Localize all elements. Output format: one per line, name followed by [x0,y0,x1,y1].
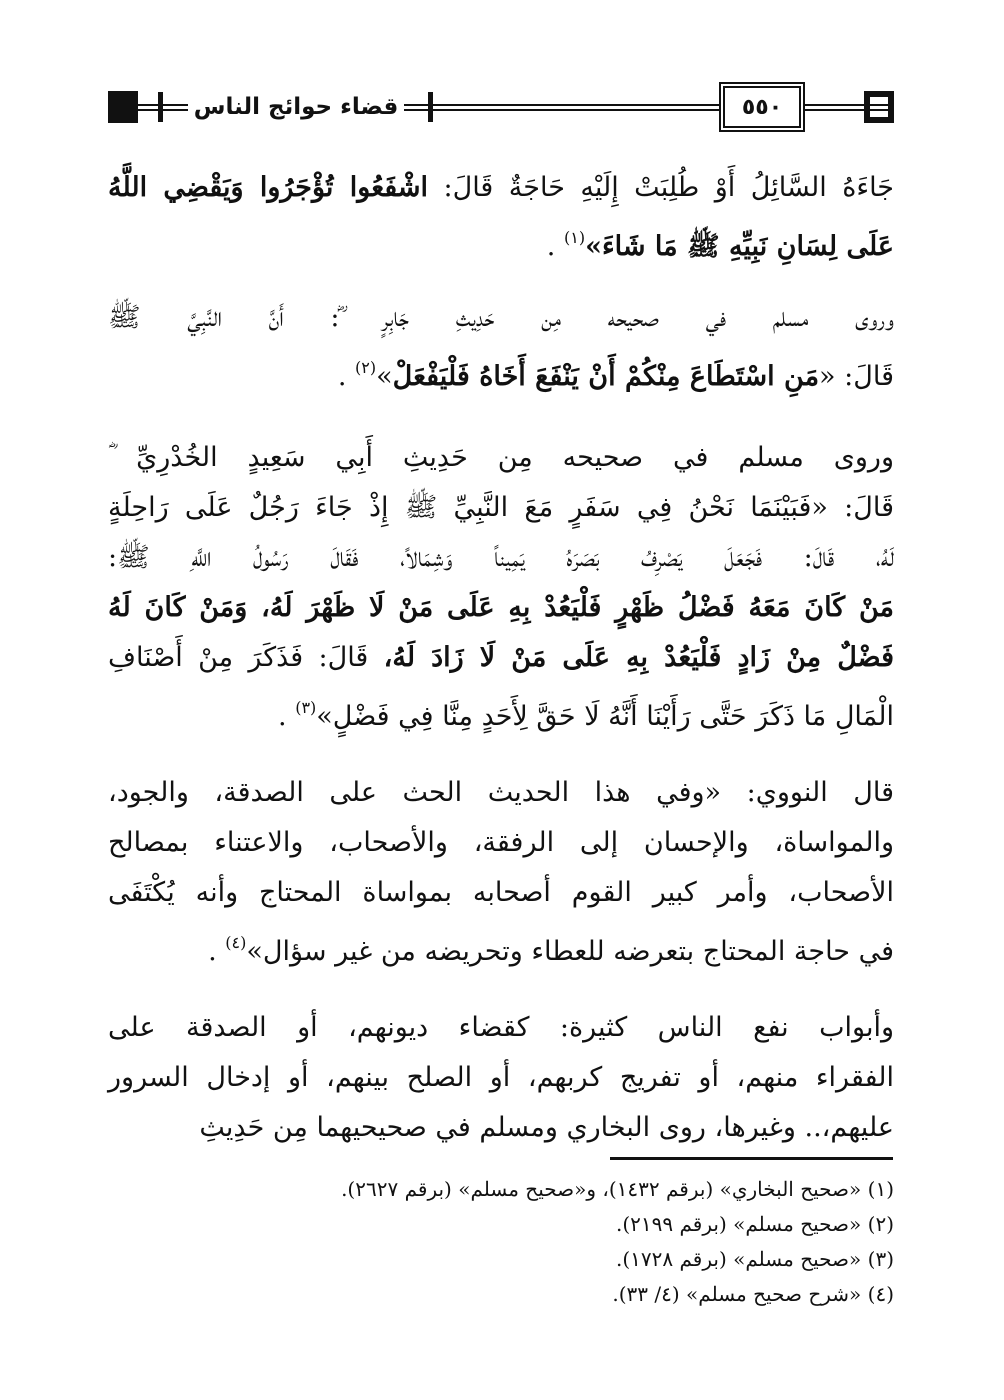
body-text: . [208,936,226,967]
hadith-text: مَنِ اسْتَطَاعَ مِنْكُمْ أَنْ يَنْفَعَ أَخَاهُ فَلْيَفْعَلْ [392,361,820,392]
text-line [108,213,894,263]
footnote-reference: (١) [563,228,586,247]
header-left-square-ornament [108,91,138,123]
body-text: . [337,361,356,392]
text-line [108,868,894,918]
footnote-reference: (٤) [225,933,247,952]
hadith-text: فَضْلٌ مِنْ زَادٍ فَلْيَعُدْ بِهِ عَلَى مَنْ لَا زَادَ لَهُ، [383,642,894,673]
body-text: قَالَ: « [819,361,894,392]
text-line [108,768,894,818]
text-line [108,1053,894,1103]
page-number: ٥٥٠ [723,86,801,128]
hadith-text: اشْفَعُوا تُؤْجَرُوا وَيَقْضِي اللَّهُ [108,172,428,203]
text-line [108,163,894,213]
body-text: . [278,701,296,732]
footnote: (٣) «صحيح مسلم» (برقم ١٧٢٨). [615,1247,894,1271]
paragraph [108,433,894,733]
text-line [108,1103,894,1153]
text-line [108,483,894,533]
footnote: (٢) «صحيح مسلم» (برقم ٢١٩٩). [615,1212,894,1236]
footnote-reference: (٣) [295,698,317,717]
text-line [108,293,894,343]
main-text [108,163,894,1153]
text-line [108,343,894,393]
body-text: عليهم،.. وغيرها، روى البخاري ومسلم في صحيحيهما مِن حَدِيثِ [199,1112,894,1143]
text-line [108,633,894,683]
header-bar-ornament [158,92,163,122]
body-text: وروى مسلم في صحيحه مِن حَدِيثِ أَبِي سَعِيدٍ الخُدْرِيِّ ؓ [108,442,894,473]
paragraph [108,293,894,393]
text-line [108,918,894,968]
body-text: لَهُ، قَالَ: فَجَعَلَ يَصْرِفُ بَصَرَهُ يَمِيناً وَشِمَالاً، فَقَالَ رَسُولُ اللَّهِ ﷺ: [108,542,894,573]
header-bar-ornament [428,92,433,122]
text-line [108,683,894,733]
footnote: (١) «صحيح البخاري» (برقم ١٤٣٢)، و«صحيح مسلم» (برقم ٢٦٢٧). [341,1177,894,1201]
body-text: وروى مسلم في صحيحه مِن حَدِيثِ جَابِرٍ ؓ: أَنَّ النَّبِيَّ ﷺ [108,302,894,333]
body-text: الأصحاب، وأمر كبير القوم أصحابه بمواساة المحتاج وأنه يُكْتَفَى [108,877,894,908]
running-header [108,88,894,128]
body-text: قَالَ: «فَبَيْنَمَا نَحْنُ فِي سَفَرٍ مَعَ النَّبِيِّ ﷺ إِذْ جَاءَ رَجُلٌ عَلَى رَاحِلَةٍ [108,492,894,523]
text-line [108,533,894,583]
body-text: في حاجة المحتاج بتعرضه للعطاء وتحريضه من غير سؤال» [246,936,894,967]
text-line [108,433,894,483]
footnote-reference: (٢) [355,358,377,377]
body-text: وأبواب نفع الناس كثيرة: كقضاء ديونهم، أو الصدقة على [108,1012,894,1043]
footnote: (٤) «شرح صحيح مسلم» (٤/ ٣٣). [612,1282,894,1306]
text-line [108,1003,894,1053]
chapter-title: قضاء حوائج الناس [188,88,404,126]
hadith-text: عَلَى لِسَانِ نَبِيِّهِ ﷺ مَا شَاءَ» [585,231,894,262]
footnote-separator [610,1157,893,1160]
body-text: قَالَ: فَذَكَرَ مِنْ أَصْنَافِ [108,642,384,673]
body-text: » [376,361,393,392]
body-text: قال النووي: «وفي هذا الحديث الحث على الصدقة، والجود، [108,777,894,808]
paragraph [108,768,894,968]
body-text: الْمَالِ مَا ذَكَرَ حَتَّى رَأَيْنَا أَنَّهُ لَا حَقَّ لِأَحَدٍ مِنَّا فِي فَضْلٍ» [316,701,894,732]
hadith-text: مَنْ كَانَ مَعَهُ فَضْلُ ظَهْرٍ فَلْيَعُدْ بِهِ عَلَى مَنْ لَا ظَهْرَ لَهُ، وَمَنْ كَانَ لَهُ [108,592,894,623]
body-text: الفقراء منهم، أو تفريج كربهم، أو الصلح بينهم، أو إدخال السرور [108,1062,894,1093]
paragraph [108,1003,894,1153]
paragraph [108,163,894,263]
body-text: والمواساة، والإحسان إلى الرفقة، والأصحاب، والاعتناء بمصالح [108,827,894,858]
body-text: جَاءَهُ السَّائِلُ أَوْ طُلِبَتْ إِلَيْهِ حَاجَةٌ قَالَ: [428,172,894,203]
body-text: . [546,231,564,262]
text-line [108,818,894,868]
header-right-square-ornament [864,91,894,123]
text-line [108,583,894,633]
